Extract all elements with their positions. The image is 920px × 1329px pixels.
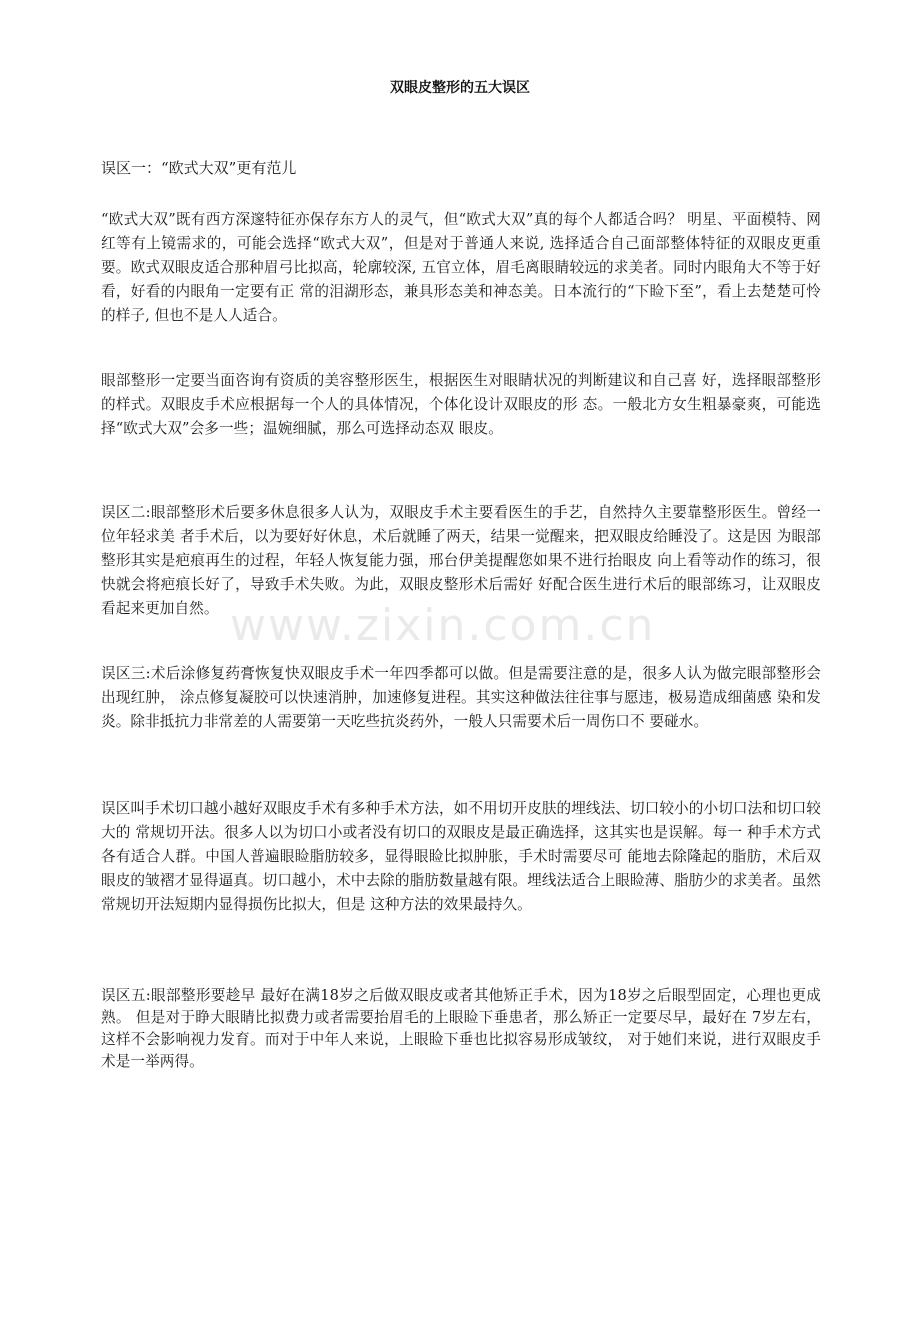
section-heading-1: 误区一：“欧式大双”更有范儿 bbox=[101, 159, 297, 177]
document-title: 双眼皮整形的五大误区 bbox=[390, 80, 530, 96]
watermark: www.zixin.com.cn bbox=[230, 600, 656, 651]
paragraph-1: “欧式大双”既有西方深邃特征亦保存东方人的灵气，但“欧式大双”真的每个人都适合吗？ 明星、平面模特、网红等有上镜需求的，可能会选择“欧式大双”，但是对于普通人来说, 选择适合自己面部整体特征的双眼皮更重要。欧式双眼皮适合那种眉弓比拟高，轮廓较深, 五官立体，眉毛离眼睛较远的求美者。同时内眼角大不等于好看，好看的内眼角一定要有正 常的泪湖形态，兼具形态美和神态美。日本流行的“下睑下至”，看上去楚楚可怜的样子, 但也不是人人适合。 bbox=[101, 211, 821, 324]
paragraph-6: 误区五:眼部整形要趁早 最好在满18岁之后做双眼皮或者其他矫正手术，因为18岁之后眼型固定，心理也更成熟。 但是对于睁大眼睛比拟费力或者需要抬眉毛的上眼睑下垂患者，那么矫正一定要尽早，最好在 7岁左右，这样不会影响视力发育。而对于中年人来说，上眼睑下垂也比拟容易形成皱纹， 对于她们来说，进行双眼皮手术是一举两得。 bbox=[101, 987, 821, 1070]
paragraph-2: 眼部整形一定要当面咨询有资质的美容整形医生，根据医生对眼睛状况的判断建议和自己喜 好，选择眼部整形的样式。双眼皮手术应根据每一个人的具体情况，个体化设计双眼皮的形 态。一般北方女生粗暴豪爽，可能选择“欧式大双”会多一些；温婉细腻，那么可选择动态双 眼皮。 bbox=[101, 372, 821, 437]
paragraph-4: 误区三:术后涂修复药膏恢复快双眼皮手术一年四季都可以做。但是需要注意的是，很多人认为做完眼部整形会出现红肿， 涂点修复凝胶可以快速消肿，加速修复进程。其实这种做法往往事与愿违，极易造成细菌感 染和发炎。除非抵抗力非常差的人需要第一天吃些抗炎药外，一般人只需要术后一周伤口不 要碰水。 bbox=[101, 665, 821, 730]
paragraph-3: 误区二:眼部整形术后要多休息很多人认为，双眼皮手术主要看医生的手艺，自然持久主要靠整形医生。曾经一位年轻求美 者手术后，以为要好好休息，术后就睡了两天，结果一觉醒来，把双眼皮给睡没了。这是因 为眼部整形其实是疤痕再生的过程，年轻人恢复能力强，邢台伊美提醒您如果不进行抬眼皮 向上看等动作的练习，很快就会将疤痕长好了，导致手术失败。为此，双眼皮整形术后需好 好配合医生进行术后的眼部练习，让双眼皮看起来更加自然。 bbox=[101, 504, 821, 617]
paragraph-5: 误区叫手术切口越小越好双眼皮手术有多种手术方法，如不用切开皮肤的埋线法、切口较小的小切口法和切口较大的 常规切开法。很多人以为切口小或者没有切口的双眼皮是最正确选择，这其实也是误解。每一 种手术方式各有适合人群。中国人普遍眼睑脂肪较多，显得眼睑比拟肿胀，手术时需要尽可 能地去除隆起的脂肪，术后双眼皮的皱褶才显得逼真。切口越小，术中去除的脂肪数量越有限。埋线法适合上眼睑薄、脂肪少的求美者。虽然常规切开法短期内显得损伤比拟大，但是 这种方法的效果最持久。 bbox=[101, 800, 821, 913]
